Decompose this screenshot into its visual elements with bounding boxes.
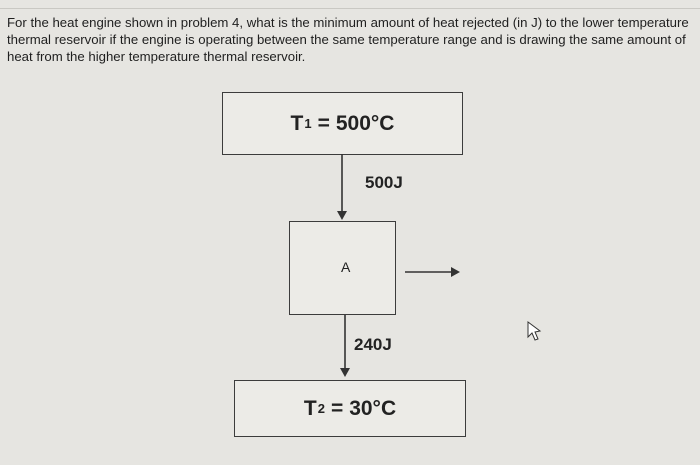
heat-out-arrow bbox=[340, 314, 350, 377]
cold-reservoir-equals: = bbox=[330, 396, 344, 420]
cold-reservoir-box bbox=[234, 380, 466, 437]
engine-label: A bbox=[341, 259, 351, 275]
cold-reservoir-symbol: T bbox=[303, 396, 317, 420]
heat-in-label: 500J bbox=[365, 173, 403, 192]
heat-in-arrow bbox=[337, 154, 347, 220]
cold-reservoir-temperature: 30°C bbox=[349, 396, 397, 420]
hot-reservoir-subscript: 1 bbox=[304, 116, 312, 131]
hot-reservoir-symbol: T bbox=[290, 111, 304, 135]
work-output-arrow bbox=[405, 267, 460, 277]
question-text: For the heat engine shown in problem 4, what is the minimum amount of heat rejected (in J) to the lower temperature thermal reservoir if the engine is operating between the same temperature range and is drawing the same amount of heat from the higher temperature thermal reservoir. bbox=[7, 15, 689, 64]
heat-out-label: 240J bbox=[354, 335, 392, 354]
mouse-cursor-icon bbox=[528, 322, 540, 340]
hot-reservoir-equals: = bbox=[317, 111, 330, 135]
hot-reservoir-temperature: 500°C bbox=[335, 111, 395, 135]
cold-reservoir-subscript: 2 bbox=[317, 401, 325, 416]
